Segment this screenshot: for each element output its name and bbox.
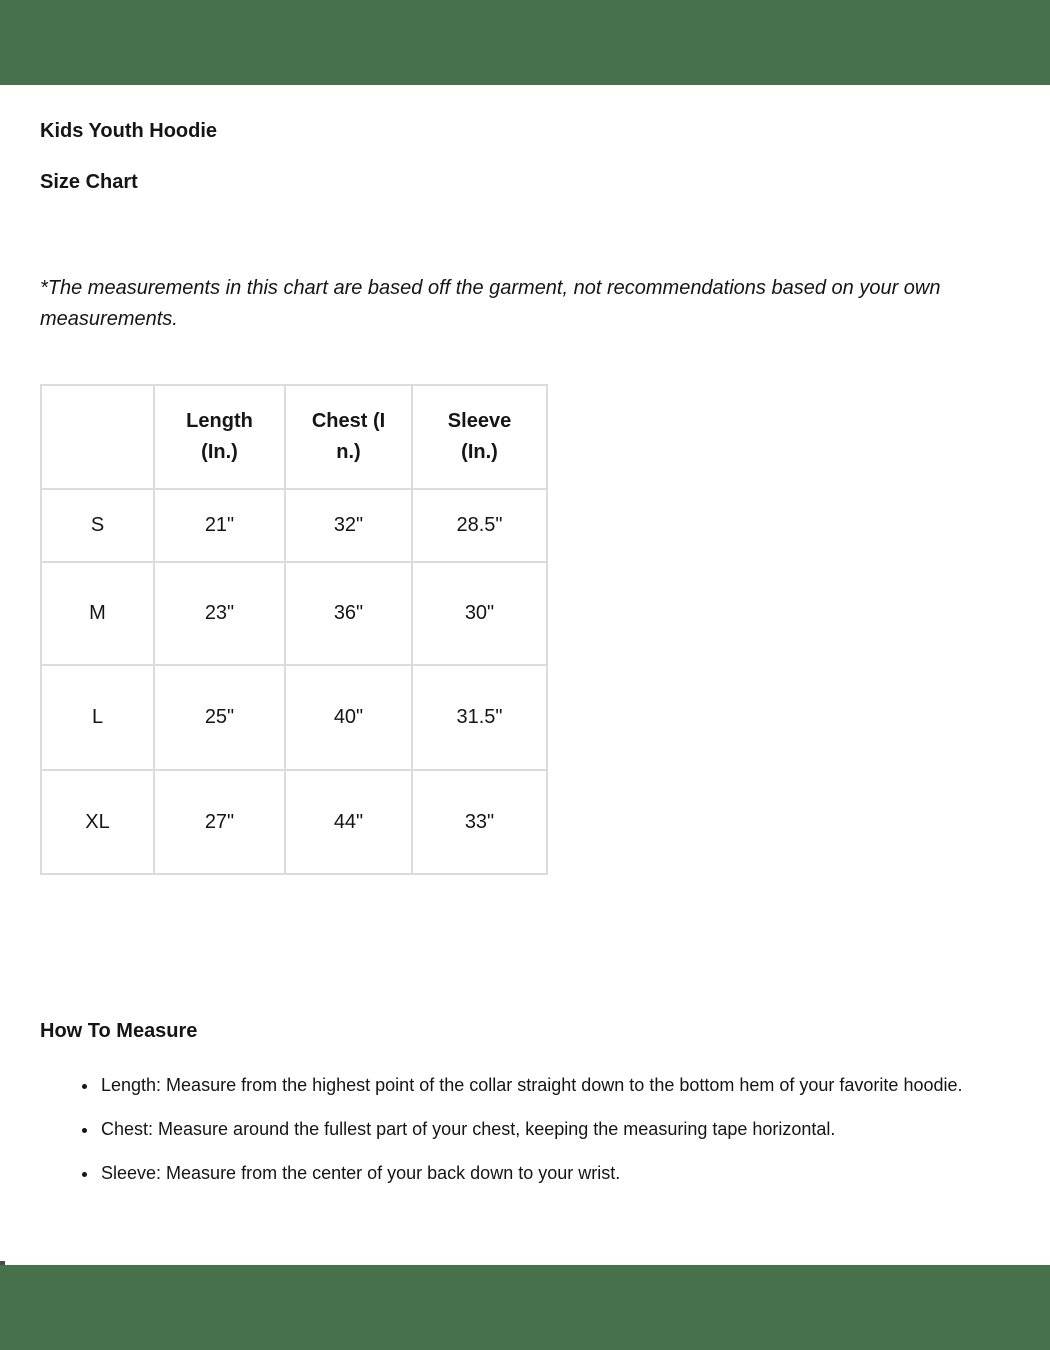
sleeve-value: 33" [412,770,547,874]
length-value: 21" [154,489,285,562]
header-cell-sleeve [412,385,547,489]
length-value: 23" [154,562,285,665]
header-cell-empty [41,385,154,489]
chest-value: 40" [285,665,412,770]
header-line: (In.) [461,441,498,463]
header-line: Length [186,410,253,432]
table-row-m [41,562,547,665]
size-label: S [41,489,154,562]
size-label: M [41,562,154,665]
sleeve-value: 28.5" [412,489,547,562]
length-value: 27" [154,770,285,874]
sleeve-value: 30" [412,562,547,665]
header-band [0,0,1050,85]
table-header-row [41,385,547,489]
how-to-measure-list [40,1070,1010,1189]
size-chart-table [40,384,548,875]
chest-value: 44" [285,770,412,874]
header-line: Sleeve [447,410,512,432]
how-to-measure-heading: How To Measure [40,1020,198,1042]
table-row-s [41,489,547,562]
measure-instruction-length: • Length: Measure from the highest point of the collar straight down to the bottom hem of your favorite hoodie. [99,1070,1010,1101]
size-label: L [41,665,154,770]
chest-value: 32" [285,489,412,562]
header-cell-length [154,385,285,489]
header-line: Chest (I [311,410,386,432]
header-line: n.) [336,441,361,463]
table-row-xl [41,770,547,874]
measure-instruction-chest: • Chest: Measure around the fullest part of your chest, keeping the measuring tape horizontal. [99,1114,1010,1145]
measure-instruction-sleeve: • Sleeve: Measure from the center of your back down to your wrist. [99,1158,1010,1189]
product-title: Kids Youth Hoodie [40,120,218,142]
table-row-l [41,665,547,770]
header-cell-chest [285,385,412,489]
sleeve-value: 31.5" [412,665,547,770]
length-value: 25" [154,665,285,770]
header-line: (In.) [201,441,238,463]
measurement-disclaimer: *The measurements in this chart are based off the garment, not recommendations based on your own measurements. [40,277,941,330]
footer-band [0,1265,1050,1350]
size-label: XL [41,770,154,874]
page-content [0,85,1050,1202]
chest-value: 36" [285,562,412,665]
size-chart-heading: Size Chart [40,171,138,193]
